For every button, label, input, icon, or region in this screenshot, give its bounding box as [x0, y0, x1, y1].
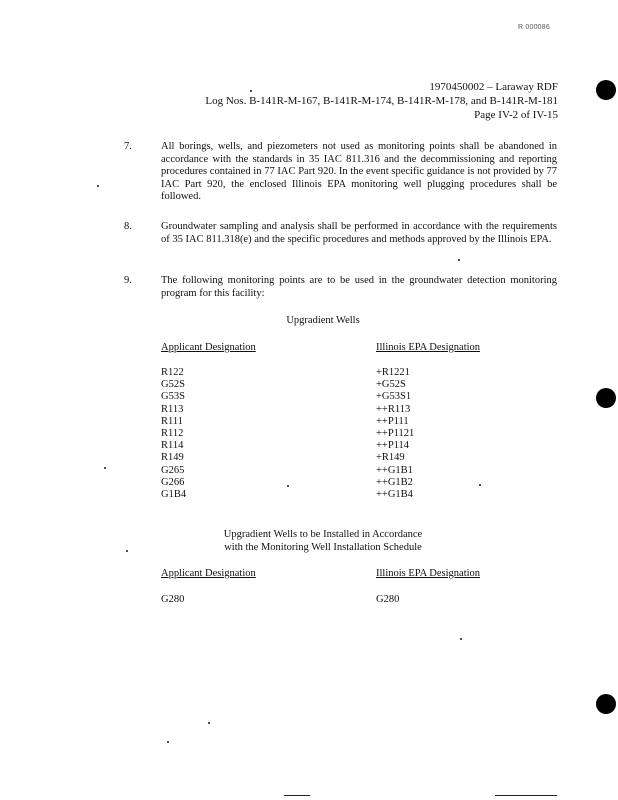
header-facility-line: 1970450002 – Laraway RDF [429, 81, 558, 93]
install-wells-title-line1: Upgradient Wells to be Installed in Accordance [223, 529, 423, 540]
header-page-number: Page IV-2 of IV-15 [474, 109, 558, 121]
install-epa-header: Illinois EPA Designation [376, 568, 481, 579]
install-epa-list [376, 594, 399, 606]
applicant-designation-item: G52S [161, 379, 185, 391]
epa-designation-item: +G52S [376, 379, 406, 391]
upgradient-wells-title: Upgradient Wells [286, 315, 360, 326]
applicant-designation-item: R111 [161, 415, 183, 427]
scan-speck [460, 638, 462, 640]
document-id-stamp: R 000086 [518, 24, 550, 31]
applicant-designation-item: G280 [161, 594, 185, 605]
epa-designation-item: ++P1121 [376, 428, 415, 440]
scan-speck [250, 90, 252, 92]
applicant-designation-item: R113 [161, 403, 184, 415]
scan-speck [97, 185, 99, 187]
applicant-designation-item: G265 [161, 464, 185, 476]
applicant-designation-item: R114 [161, 440, 184, 452]
scan-speck [167, 741, 169, 743]
punch-hole-middle [596, 388, 616, 408]
epa-designation-item: ++G1B1 [376, 464, 413, 476]
scan-speck [104, 467, 106, 469]
applicant-designation-item: R112 [161, 428, 184, 440]
install-applicant-list [161, 594, 184, 606]
epa-designation-item: +G53S1 [376, 391, 412, 403]
scan-speck [479, 484, 481, 486]
epa-designation-item: ++R113 [376, 403, 411, 415]
scan-speck [287, 485, 289, 487]
punch-hole-top [596, 80, 616, 100]
item-9-text: The following monitoring points are to be used in the groundwater detection monitoring program for this facility: [161, 275, 557, 299]
bottom-edge-mark [495, 795, 557, 796]
upgradient-applicant-header: Applicant Designation [161, 342, 256, 353]
install-wells-title [180, 529, 466, 554]
applicant-designation-item: G266 [161, 476, 185, 488]
epa-designation-item: ++G1B4 [376, 489, 413, 501]
applicant-designation-item: G1B4 [161, 489, 187, 501]
epa-designation-item: +R149 [376, 452, 405, 464]
upgradient-applicant-list [161, 367, 186, 501]
scan-speck [126, 550, 128, 552]
header-log-numbers: Log Nos. B-141R-M-167, B-141R-M-174, B-141R-M-178, and B-141R-M-181 [205, 95, 558, 107]
install-wells-title-line2: with the Monitoring Well Installation Schedule [224, 541, 422, 553]
install-applicant-header: Applicant Designation [161, 568, 256, 579]
upgradient-epa-header: Illinois EPA Designation [376, 342, 481, 353]
item-8-number: 8. [124, 221, 132, 232]
epa-designation-item: ++P114 [376, 440, 410, 452]
scan-speck [208, 722, 210, 724]
epa-designation-item: G280 [376, 594, 400, 605]
item-9-number: 9. [124, 275, 132, 286]
item-7-text: All borings, wells, and piezometers not used as monitoring points shall be abandoned in accordance with the standards in 35 IAC 811.316 and the decommissioning and reporting procedures contained in 77 IAC Part 920. In the event specific guidance is not provided by 77 IAC Part 920, the enclosed Illinois EPA monitoring well plugging procedures shall be followed. [161, 141, 557, 203]
item-7-number: 7. [124, 141, 132, 152]
epa-designation-item: ++P111 [376, 415, 409, 427]
bottom-edge-mark [284, 795, 310, 796]
epa-designation-item: ++G1B2 [376, 476, 413, 488]
applicant-designation-item: R122 [161, 367, 184, 378]
item-8-text: Groundwater sampling and analysis shall be performed in accordance with the requirements of 35 IAC 811.318(e) and the specific procedures and methods approved by the Illinois EPA. [161, 221, 557, 245]
applicant-designation-item: G53S [161, 391, 185, 403]
applicant-designation-item: R149 [161, 452, 184, 464]
scan-speck [458, 259, 460, 261]
punch-hole-bottom [596, 694, 616, 714]
upgradient-epa-list [376, 367, 414, 501]
epa-designation-item: +R1221 [376, 367, 410, 378]
